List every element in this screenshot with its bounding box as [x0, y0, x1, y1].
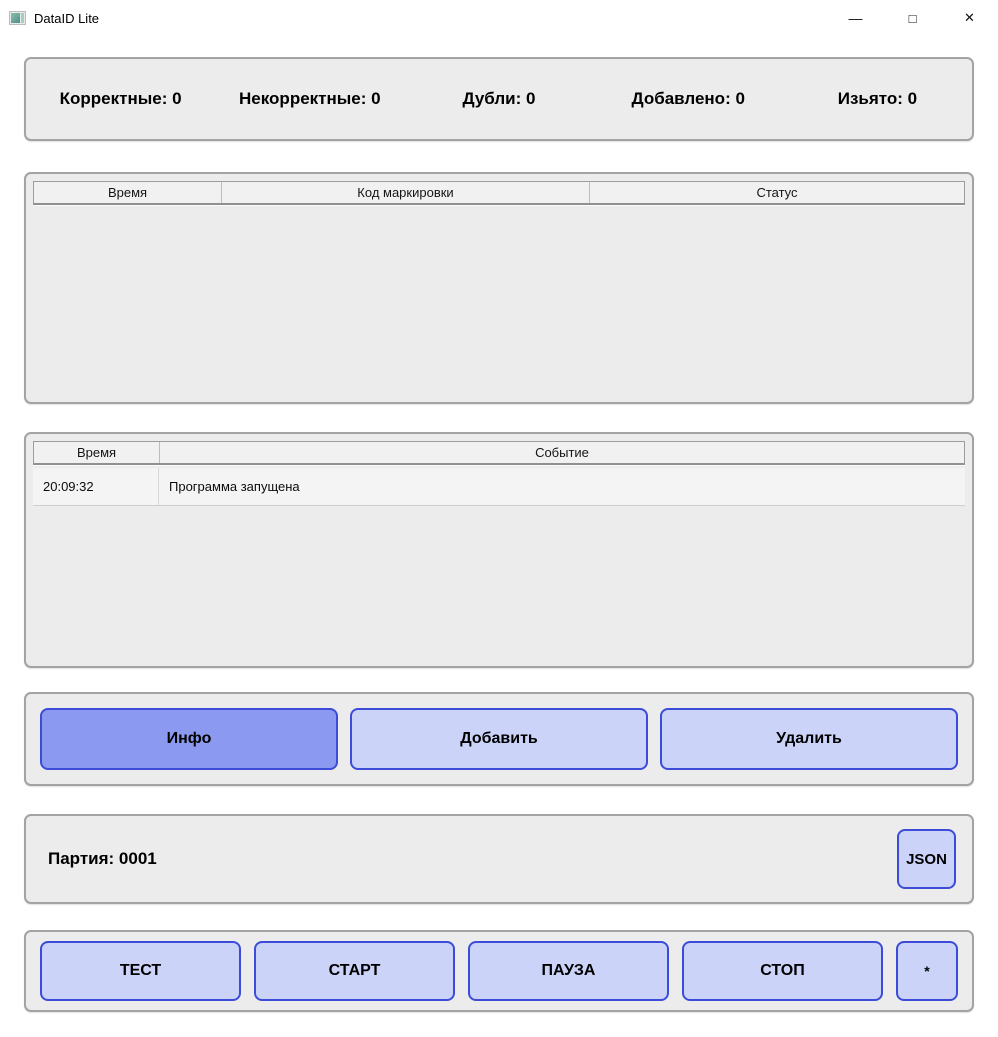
delete-button[interactable]: Удалить	[660, 708, 958, 770]
batch-label: Партия: 0001	[48, 849, 157, 868]
close-icon: ✕	[964, 10, 975, 25]
column-header-time[interactable]: Время	[34, 182, 222, 203]
event-table-header	[33, 441, 965, 465]
app-icon	[9, 11, 26, 25]
actions-panel	[24, 692, 974, 786]
scan-table-panel	[24, 172, 974, 404]
column-header-event[interactable]: Событие	[535, 445, 589, 460]
window-controls	[827, 0, 998, 36]
stat-added: Добавлено: 0	[631, 89, 745, 108]
stat-removed: Изьято: 0	[837, 89, 918, 108]
close-button[interactable]	[941, 0, 998, 36]
asterisk-button[interactable]: *	[896, 941, 958, 1001]
titlebar	[0, 0, 998, 36]
event-table-panel	[24, 432, 974, 668]
scan-table-header	[33, 181, 965, 205]
stop-button[interactable]: СТОП	[682, 941, 883, 1001]
event-table-body	[33, 465, 965, 659]
start-button[interactable]: СТАРТ	[254, 941, 455, 1001]
info-button[interactable]: Инфо	[40, 708, 338, 770]
pause-button[interactable]: ПАУЗА	[468, 941, 669, 1001]
minimize-button[interactable]	[827, 0, 884, 36]
controls-panel	[24, 930, 974, 1012]
column-header-event-time[interactable]: Время	[34, 442, 160, 463]
batch-panel	[24, 814, 974, 904]
stat-incorrect: Некорректные: 0	[239, 89, 381, 108]
minimize-icon: —	[848, 10, 863, 26]
stat-duplicates: Дубли: 0	[462, 89, 536, 108]
maximize-icon: □	[908, 10, 917, 26]
add-button[interactable]: Добавить	[350, 708, 648, 770]
maximize-button[interactable]	[884, 0, 941, 36]
event-time: 20:09:32	[33, 468, 159, 505]
test-button[interactable]: ТЕСТ	[40, 941, 241, 1001]
event-row[interactable]	[33, 468, 965, 506]
json-button[interactable]: JSON	[897, 829, 956, 889]
window-title: DataID Lite	[34, 10, 100, 26]
stat-correct: Корректные: 0	[59, 89, 182, 108]
event-text: Программа запущена	[169, 479, 300, 494]
scan-table-body	[33, 205, 965, 395]
column-header-code[interactable]: Код маркировки	[222, 182, 590, 203]
column-header-status[interactable]: Статус	[756, 185, 798, 200]
stats-panel	[24, 57, 974, 141]
